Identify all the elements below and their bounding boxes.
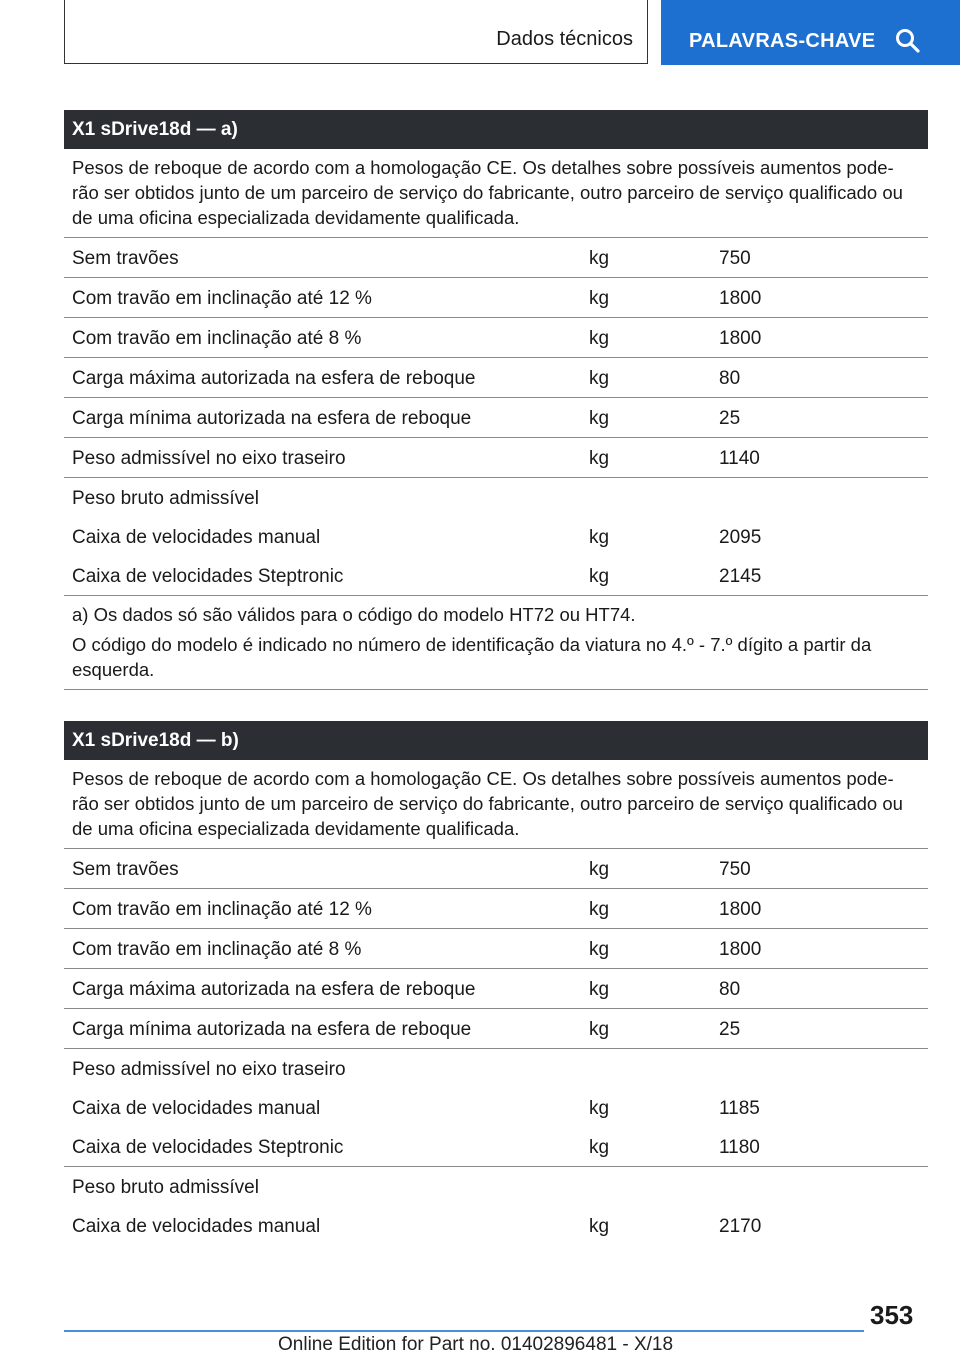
row-label: Caixa de velocidades manual xyxy=(72,1216,321,1237)
keywords-label: PALAVRAS-CHAVE xyxy=(689,30,876,52)
row-label: Com travão em inclinação até 12 % xyxy=(72,899,372,920)
row-unit: kg xyxy=(589,979,610,1000)
table-row xyxy=(64,278,928,318)
row-value: 1800 xyxy=(719,288,762,309)
group-heading xyxy=(64,478,928,517)
table-row xyxy=(64,398,928,438)
row-value: 750 xyxy=(719,248,751,269)
row-unit: kg xyxy=(589,248,610,269)
table-row xyxy=(64,1009,928,1049)
section-tab[interactable] xyxy=(64,0,648,64)
table-intro: Pesos de reboque de acordo com a homologação CE. Os detalhes sobre possíveis aumentos pode- rão ser obtidos junto de um parceiro de serviço do fabricante, outro parceiro de serviço qualificado ou de uma oficina especializada devidamente qualificada. xyxy=(64,760,928,849)
table-row xyxy=(64,438,928,478)
row-value: 1800 xyxy=(719,939,762,960)
row-unit: kg xyxy=(589,408,610,429)
search-icon xyxy=(895,28,921,54)
table-row xyxy=(64,1127,928,1167)
row-label: Peso admissível no eixo traseiro xyxy=(72,448,346,469)
table-row xyxy=(64,1088,928,1127)
table-a xyxy=(64,110,928,690)
row-label: Carga mínima autorizada na esfera de reboque xyxy=(72,1019,472,1040)
row-value: 1180 xyxy=(719,1137,760,1158)
row-value: 750 xyxy=(719,859,751,880)
row-label: Caixa de velocidades manual xyxy=(72,527,321,548)
row-unit: kg xyxy=(589,1137,610,1158)
row-unit: kg xyxy=(589,899,610,920)
table-intro: Pesos de reboque de acordo com a homologação CE. Os detalhes sobre possíveis aumentos pode- rão ser obtidos junto de um parceiro de serviço do fabricante, outro parceiro de serviço qualificado ou de uma oficina especializada devidamente qualificada. xyxy=(64,149,928,238)
group-label: Peso bruto admissível xyxy=(72,488,259,509)
row-value: 25 xyxy=(719,408,741,429)
row-value: 25 xyxy=(719,1019,741,1040)
row-label: Carga máxima autorizada na esfera de reboque xyxy=(72,368,476,389)
row-label: Caixa de velocidades Steptronic xyxy=(72,1137,344,1158)
row-value: 2095 xyxy=(719,527,762,548)
row-value: 1140 xyxy=(719,448,760,469)
table-row xyxy=(64,1206,928,1245)
table-row xyxy=(64,849,928,889)
footer-divider xyxy=(64,1330,864,1332)
table-b xyxy=(64,721,928,1245)
table-row xyxy=(64,358,928,398)
row-label: Com travão em inclinação até 12 % xyxy=(72,288,372,309)
table-row xyxy=(64,238,928,278)
row-label: Sem travões xyxy=(72,859,179,880)
table-title: X1 sDrive18d — b) xyxy=(64,721,928,760)
row-label: Caixa de velocidades manual xyxy=(72,1098,321,1119)
row-unit: kg xyxy=(589,1216,610,1237)
row-label: Com travão em inclinação até 8 % xyxy=(72,328,362,349)
row-unit: kg xyxy=(589,288,610,309)
row-label: Carga mínima autorizada na esfera de reboque xyxy=(72,408,472,429)
row-value: 1800 xyxy=(719,328,762,349)
note: O código do modelo é indicado no número de identificação da viatura no 4.º - 7.º dígito a partir da esquerda. xyxy=(72,634,872,680)
row-value: 2145 xyxy=(719,566,762,587)
row-unit: kg xyxy=(589,566,610,587)
row-unit: kg xyxy=(589,859,610,880)
row-label: Com travão em inclinação até 8 % xyxy=(72,939,362,960)
row-unit: kg xyxy=(589,527,610,548)
section-title: Dados técnicos xyxy=(496,28,633,50)
row-unit: kg xyxy=(589,448,610,469)
table-notes xyxy=(64,596,928,690)
row-unit: kg xyxy=(589,939,610,960)
table-row xyxy=(64,929,928,969)
group-label: Peso admissível no eixo traseiro xyxy=(72,1059,346,1080)
row-value: 1800 xyxy=(719,899,762,920)
row-unit: kg xyxy=(589,328,610,349)
table-row xyxy=(64,318,928,358)
page-number: 353 xyxy=(870,1300,914,1330)
keywords-button[interactable] xyxy=(661,0,960,65)
note: a) Os dados só são válidos para o código do modelo HT72 ou HT74. xyxy=(72,604,636,625)
row-label: Sem travões xyxy=(72,248,179,269)
row-value: 2170 xyxy=(719,1216,762,1237)
row-value: 80 xyxy=(719,979,741,1000)
table-title: X1 sDrive18d — a) xyxy=(64,110,928,149)
table-row xyxy=(64,556,928,596)
edition-text: Online Edition for Part no. 01402896481 - X/18 xyxy=(278,1334,674,1355)
group-heading xyxy=(64,1049,928,1088)
top-bar xyxy=(0,0,960,66)
row-value: 1185 xyxy=(719,1098,760,1119)
table-row xyxy=(64,889,928,929)
table-row xyxy=(64,969,928,1009)
table-row xyxy=(64,517,928,556)
row-label: Caixa de velocidades Steptronic xyxy=(72,566,344,587)
group-label: Peso bruto admissível xyxy=(72,1177,259,1198)
group-heading xyxy=(64,1167,928,1206)
row-label: Carga máxima autorizada na esfera de reboque xyxy=(72,979,476,1000)
row-unit: kg xyxy=(589,368,610,389)
row-value: 80 xyxy=(719,368,741,389)
row-unit: kg xyxy=(589,1019,610,1040)
row-unit: kg xyxy=(589,1098,610,1119)
